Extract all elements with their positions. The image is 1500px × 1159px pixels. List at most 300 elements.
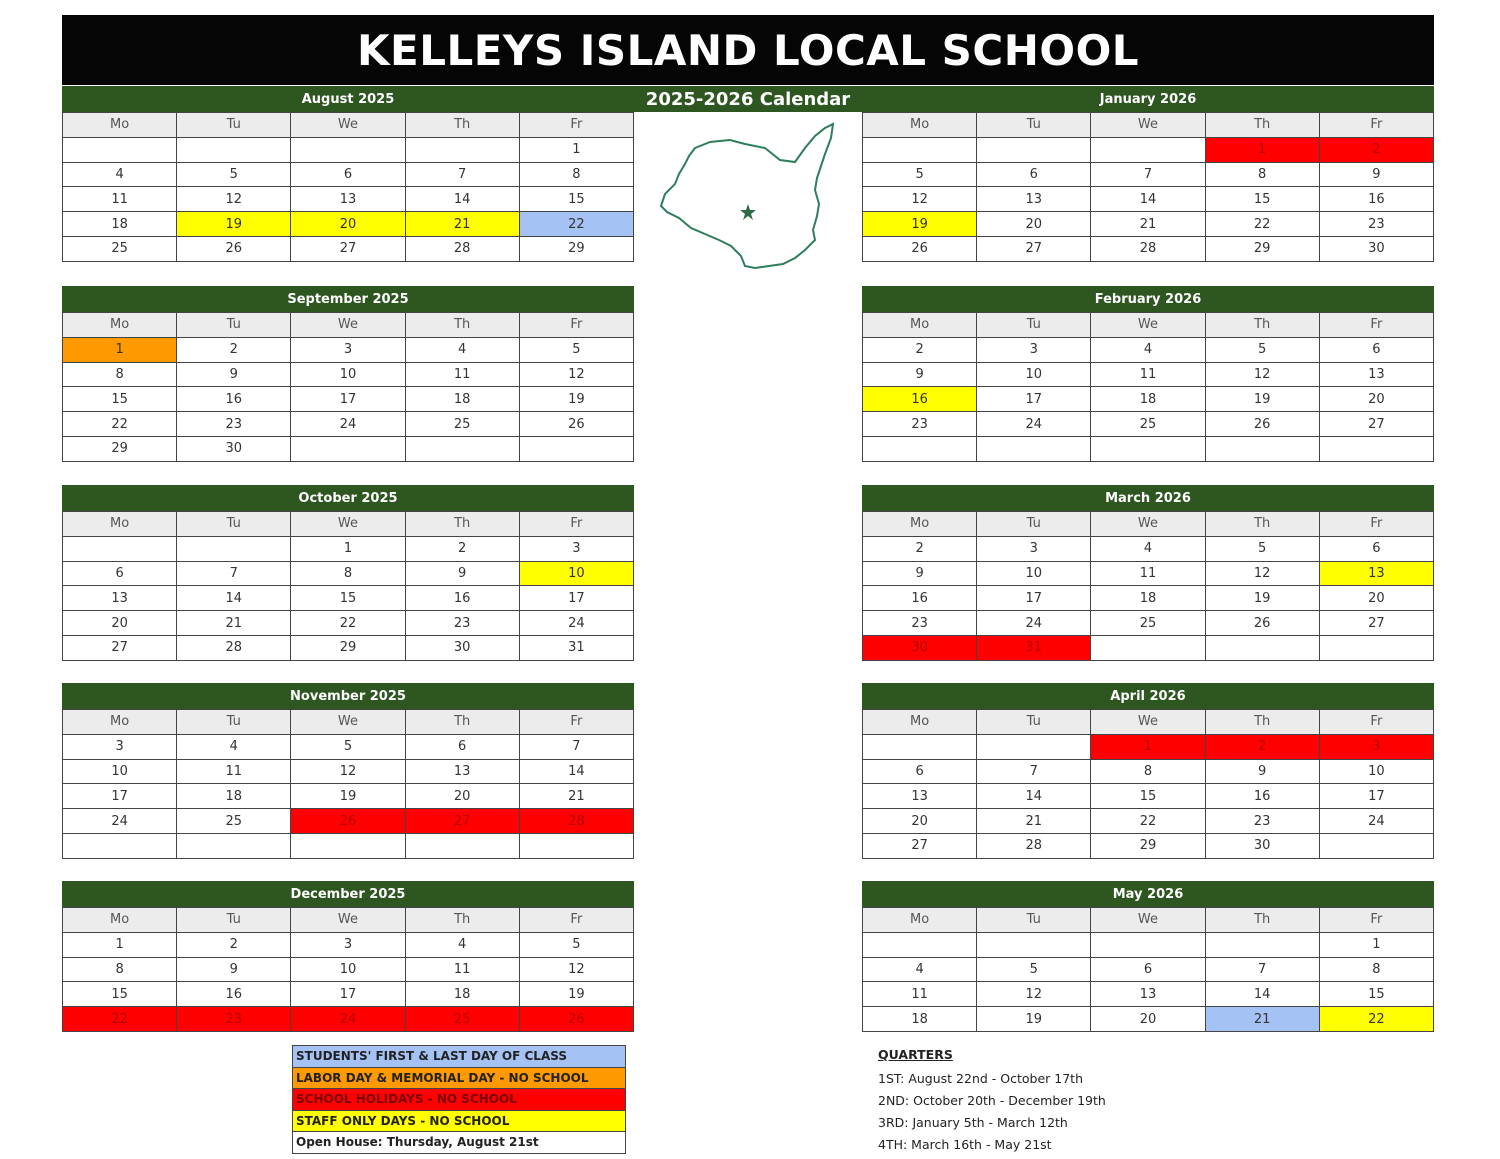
month-grid [62, 709, 634, 859]
day-cell: 4 [405, 932, 519, 957]
week-row [863, 734, 1434, 759]
week-row [863, 759, 1434, 784]
month-block [62, 485, 634, 661]
month-block [862, 683, 1434, 859]
week-row [63, 362, 634, 387]
day-cell: 24 [63, 809, 177, 834]
day-cell: 7 [177, 561, 291, 586]
month-title: September 2025 [62, 286, 634, 312]
day-cell: 30 [1319, 236, 1433, 261]
day-cell: 1 [1205, 137, 1319, 162]
day-cell: 5 [519, 337, 633, 362]
weekday-label: Th [1205, 710, 1319, 735]
day-cell [291, 833, 405, 858]
day-cell: 5 [291, 734, 405, 759]
day-cell: 8 [63, 362, 177, 387]
day-cell: 4 [63, 162, 177, 187]
day-cell: 15 [1091, 784, 1205, 809]
day-cell [863, 932, 977, 957]
day-cell: 9 [863, 561, 977, 586]
day-cell: 19 [863, 212, 977, 237]
day-cell: 22 [63, 412, 177, 437]
day-cell: 26 [863, 236, 977, 261]
day-cell: 9 [177, 957, 291, 982]
day-cell: 13 [1319, 362, 1433, 387]
day-cell: 17 [291, 387, 405, 412]
day-cell: 22 [1205, 212, 1319, 237]
week-row [863, 362, 1434, 387]
day-cell: 29 [63, 436, 177, 461]
day-cell [1319, 833, 1433, 858]
weekday-label: Mo [63, 512, 177, 537]
day-cell: 30 [1205, 833, 1319, 858]
month-title: November 2025 [62, 683, 634, 709]
month-block [62, 683, 634, 859]
day-cell: 10 [63, 759, 177, 784]
day-cell: 21 [519, 784, 633, 809]
day-cell: 8 [1319, 957, 1433, 982]
day-cell: 7 [977, 759, 1091, 784]
month-block [862, 881, 1434, 1032]
day-cell: 6 [1319, 536, 1433, 561]
week-row [863, 932, 1434, 957]
day-cell: 18 [177, 784, 291, 809]
week-row [63, 586, 634, 611]
day-cell: 13 [863, 784, 977, 809]
day-cell: 23 [863, 412, 977, 437]
weekday-label: Fr [519, 113, 633, 138]
quarters-section [878, 1047, 1106, 1156]
day-cell: 27 [63, 635, 177, 660]
day-cell: 3 [291, 932, 405, 957]
month-title: January 2026 [862, 86, 1434, 112]
day-cell: 7 [1091, 162, 1205, 187]
week-row [63, 833, 634, 858]
day-cell: 16 [177, 982, 291, 1007]
day-cell: 15 [291, 586, 405, 611]
week-row [863, 635, 1434, 660]
weekday-label: Tu [177, 313, 291, 338]
day-cell: 9 [177, 362, 291, 387]
day-cell: 23 [177, 1007, 291, 1032]
day-cell: 20 [863, 809, 977, 834]
month-title: April 2026 [862, 683, 1434, 709]
day-cell: 23 [177, 412, 291, 437]
day-cell: 7 [1205, 957, 1319, 982]
day-cell [977, 734, 1091, 759]
weekday-row [63, 313, 634, 338]
weekday-label: We [1091, 512, 1205, 537]
day-cell: 13 [1091, 982, 1205, 1007]
day-cell: 4 [1091, 337, 1205, 362]
day-cell: 29 [519, 236, 633, 261]
legend-row [293, 1110, 626, 1132]
week-row [863, 187, 1434, 212]
day-cell: 7 [519, 734, 633, 759]
weekday-label: Fr [519, 313, 633, 338]
day-cell: 22 [1091, 809, 1205, 834]
day-cell: 18 [405, 982, 519, 1007]
day-cell [1319, 635, 1433, 660]
day-cell: 24 [519, 611, 633, 636]
day-cell: 25 [1091, 611, 1205, 636]
weekday-label: We [291, 710, 405, 735]
day-cell: 1 [519, 137, 633, 162]
day-cell: 6 [863, 759, 977, 784]
day-cell: 16 [177, 387, 291, 412]
weekday-label: Fr [519, 710, 633, 735]
weekday-label: Th [1205, 908, 1319, 933]
day-cell: 16 [1205, 784, 1319, 809]
day-cell: 2 [1319, 137, 1433, 162]
month-grid [862, 312, 1434, 462]
month-title: December 2025 [62, 881, 634, 907]
day-cell: 12 [1205, 561, 1319, 586]
day-cell: 20 [1091, 1007, 1205, 1032]
week-row [63, 1007, 634, 1032]
weekday-label: Mo [63, 710, 177, 735]
weekday-label: Tu [177, 113, 291, 138]
day-cell: 28 [519, 809, 633, 834]
day-cell: 20 [405, 784, 519, 809]
weekday-label: Mo [863, 512, 977, 537]
weekday-row [63, 908, 634, 933]
day-cell: 2 [1205, 734, 1319, 759]
day-cell: 13 [977, 187, 1091, 212]
week-row [63, 932, 634, 957]
day-cell: 1 [1091, 734, 1205, 759]
day-cell [1091, 436, 1205, 461]
month-title: May 2026 [862, 881, 1434, 907]
day-cell: 9 [863, 362, 977, 387]
day-cell [177, 536, 291, 561]
day-cell [863, 734, 977, 759]
day-cell: 8 [519, 162, 633, 187]
legend-item: Open House: Thursday, August 21st [293, 1132, 626, 1154]
day-cell: 20 [977, 212, 1091, 237]
week-row [63, 982, 634, 1007]
day-cell: 17 [977, 586, 1091, 611]
month-grid [862, 112, 1434, 262]
weekday-row [863, 908, 1434, 933]
day-cell: 2 [863, 536, 977, 561]
day-cell: 16 [863, 586, 977, 611]
day-cell [977, 932, 1091, 957]
day-cell: 10 [291, 957, 405, 982]
day-cell: 18 [1091, 387, 1205, 412]
day-cell [405, 833, 519, 858]
month-grid [862, 907, 1434, 1032]
day-cell: 18 [405, 387, 519, 412]
week-row [863, 536, 1434, 561]
day-cell: 5 [1205, 536, 1319, 561]
weekday-label: Fr [1319, 313, 1433, 338]
day-cell: 10 [519, 561, 633, 586]
day-cell: 1 [291, 536, 405, 561]
weekday-label: Tu [977, 313, 1091, 338]
weekday-label: We [1091, 908, 1205, 933]
day-cell [977, 137, 1091, 162]
day-cell: 12 [519, 362, 633, 387]
weekday-row [863, 710, 1434, 735]
day-cell: 15 [63, 982, 177, 1007]
day-cell: 10 [1319, 759, 1433, 784]
legend-row [293, 1046, 626, 1068]
weekday-label: We [291, 512, 405, 537]
day-cell: 3 [1319, 734, 1433, 759]
month-title: October 2025 [62, 485, 634, 511]
day-cell: 8 [291, 561, 405, 586]
week-row [63, 387, 634, 412]
day-cell: 12 [863, 187, 977, 212]
day-cell: 24 [291, 1007, 405, 1032]
weekday-label: Th [1205, 512, 1319, 537]
day-cell: 26 [291, 809, 405, 834]
day-cell: 6 [63, 561, 177, 586]
weekday-label: We [291, 313, 405, 338]
week-row [863, 833, 1434, 858]
day-cell: 17 [977, 387, 1091, 412]
week-row [63, 759, 634, 784]
calendar-subtitle: 2025-2026 Calendar [634, 86, 862, 112]
day-cell: 30 [405, 635, 519, 660]
day-cell: 12 [519, 957, 633, 982]
day-cell [1091, 137, 1205, 162]
day-cell [863, 436, 977, 461]
day-cell: 2 [177, 337, 291, 362]
day-cell [291, 436, 405, 461]
month-block [62, 286, 634, 462]
week-row [63, 957, 634, 982]
day-cell: 14 [1091, 187, 1205, 212]
week-row [863, 337, 1434, 362]
day-cell: 21 [405, 212, 519, 237]
day-cell: 24 [977, 412, 1091, 437]
weekday-row [63, 710, 634, 735]
day-cell: 1 [63, 337, 177, 362]
day-cell: 26 [1205, 611, 1319, 636]
day-cell: 16 [405, 586, 519, 611]
weekday-row [863, 113, 1434, 138]
weekday-label: Mo [863, 908, 977, 933]
day-cell: 28 [1091, 236, 1205, 261]
weekday-label: We [1091, 113, 1205, 138]
weekday-label: Fr [1319, 710, 1433, 735]
week-row [863, 162, 1434, 187]
month-grid [862, 511, 1434, 661]
day-cell: 24 [1319, 809, 1433, 834]
week-row [863, 212, 1434, 237]
day-cell: 8 [1091, 759, 1205, 784]
week-row [63, 212, 634, 237]
day-cell: 19 [1205, 387, 1319, 412]
day-cell: 29 [1205, 236, 1319, 261]
day-cell: 25 [405, 1007, 519, 1032]
day-cell: 18 [863, 1007, 977, 1032]
day-cell: 16 [1319, 187, 1433, 212]
month-block [862, 485, 1434, 661]
week-row [863, 1007, 1434, 1032]
day-cell: 5 [177, 162, 291, 187]
month-block [62, 86, 634, 262]
day-cell: 6 [291, 162, 405, 187]
day-cell: 8 [1205, 162, 1319, 187]
day-cell: 26 [519, 412, 633, 437]
day-cell: 5 [1205, 337, 1319, 362]
day-cell: 4 [863, 957, 977, 982]
quarter-line: 1ST: August 22nd - October 17th [878, 1071, 1083, 1086]
week-row [863, 784, 1434, 809]
weekday-label: Fr [1319, 512, 1433, 537]
day-cell: 1 [1319, 932, 1433, 957]
day-cell: 11 [63, 187, 177, 212]
weekday-label: Tu [977, 710, 1091, 735]
day-cell: 6 [977, 162, 1091, 187]
quarter-line: 2ND: October 20th - December 19th [878, 1093, 1106, 1108]
weekday-label: Th [405, 313, 519, 338]
week-row [63, 561, 634, 586]
weekday-label: Tu [177, 512, 291, 537]
day-cell [863, 137, 977, 162]
month-title: August 2025 [62, 86, 634, 112]
day-cell: 6 [405, 734, 519, 759]
day-cell: 4 [177, 734, 291, 759]
day-cell: 4 [405, 337, 519, 362]
weekday-label: Mo [63, 113, 177, 138]
day-cell: 26 [177, 236, 291, 261]
week-row [863, 561, 1434, 586]
day-cell: 12 [177, 187, 291, 212]
day-cell: 21 [977, 809, 1091, 834]
day-cell [1319, 436, 1433, 461]
day-cell: 9 [405, 561, 519, 586]
weekday-label: Fr [519, 512, 633, 537]
weekday-label: We [1091, 313, 1205, 338]
week-row [63, 734, 634, 759]
day-cell: 9 [1319, 162, 1433, 187]
month-block [862, 286, 1434, 462]
weekday-row [863, 512, 1434, 537]
day-cell: 22 [291, 611, 405, 636]
day-cell: 3 [291, 337, 405, 362]
weekday-label: Fr [1319, 908, 1433, 933]
day-cell: 14 [405, 187, 519, 212]
day-cell: 27 [863, 833, 977, 858]
day-cell: 5 [977, 957, 1091, 982]
weekday-label: Mo [63, 908, 177, 933]
day-cell: 28 [405, 236, 519, 261]
week-row [863, 412, 1434, 437]
day-cell: 20 [1319, 387, 1433, 412]
week-row [863, 387, 1434, 412]
day-cell [405, 436, 519, 461]
day-cell: 22 [519, 212, 633, 237]
day-cell [1205, 932, 1319, 957]
legend-row [293, 1089, 626, 1111]
day-cell: 15 [1205, 187, 1319, 212]
day-cell: 27 [291, 236, 405, 261]
day-cell: 27 [977, 236, 1091, 261]
legend-row [293, 1067, 626, 1089]
weekday-label: Mo [863, 113, 977, 138]
day-cell: 18 [1091, 586, 1205, 611]
week-row [863, 982, 1434, 1007]
weekday-label: Th [1205, 113, 1319, 138]
day-cell: 15 [1319, 982, 1433, 1007]
week-row [863, 586, 1434, 611]
legend-item: STUDENTS' FIRST & LAST DAY OF CLASS [293, 1046, 626, 1068]
day-cell: 11 [1091, 561, 1205, 586]
weekday-label: Th [405, 512, 519, 537]
weekday-row [63, 113, 634, 138]
day-cell [63, 536, 177, 561]
day-cell: 13 [1319, 561, 1433, 586]
day-cell: 21 [177, 611, 291, 636]
weekday-label: Th [1205, 313, 1319, 338]
quarter-line: 4TH: March 16th - May 21st [878, 1137, 1052, 1152]
day-cell: 12 [977, 982, 1091, 1007]
day-cell [1205, 436, 1319, 461]
week-row [63, 784, 634, 809]
day-cell: 29 [291, 635, 405, 660]
weekday-label: Tu [977, 113, 1091, 138]
weekday-label: Th [405, 113, 519, 138]
day-cell: 10 [291, 362, 405, 387]
day-cell: 24 [977, 611, 1091, 636]
weekday-label: We [291, 113, 405, 138]
day-cell: 2 [177, 932, 291, 957]
day-cell: 25 [63, 236, 177, 261]
weekday-label: Fr [1319, 113, 1433, 138]
week-row [63, 162, 634, 187]
day-cell [405, 137, 519, 162]
month-title: February 2026 [862, 286, 1434, 312]
weekday-label: Fr [519, 908, 633, 933]
island-map-icon [655, 118, 845, 273]
day-cell: 3 [519, 536, 633, 561]
day-cell: 3 [63, 734, 177, 759]
day-cell: 28 [177, 635, 291, 660]
day-cell: 19 [977, 1007, 1091, 1032]
day-cell [977, 436, 1091, 461]
day-cell: 13 [405, 759, 519, 784]
day-cell: 3 [977, 337, 1091, 362]
day-cell: 27 [1319, 412, 1433, 437]
day-cell [177, 833, 291, 858]
month-block [62, 881, 634, 1032]
weekday-label: Tu [977, 512, 1091, 537]
week-row [863, 611, 1434, 636]
week-row [63, 236, 634, 261]
day-cell: 7 [405, 162, 519, 187]
day-cell: 19 [519, 387, 633, 412]
day-cell: 4 [1091, 536, 1205, 561]
day-cell [291, 137, 405, 162]
day-cell: 22 [63, 1007, 177, 1032]
day-cell [63, 833, 177, 858]
month-grid [62, 312, 634, 462]
day-cell: 14 [177, 586, 291, 611]
weekday-label: We [291, 908, 405, 933]
month-grid [62, 907, 634, 1032]
day-cell [1205, 635, 1319, 660]
weekday-label: Mo [63, 313, 177, 338]
week-row [63, 809, 634, 834]
day-cell: 22 [1319, 1007, 1433, 1032]
day-cell: 19 [291, 784, 405, 809]
day-cell: 21 [1205, 1007, 1319, 1032]
day-cell: 21 [1091, 212, 1205, 237]
